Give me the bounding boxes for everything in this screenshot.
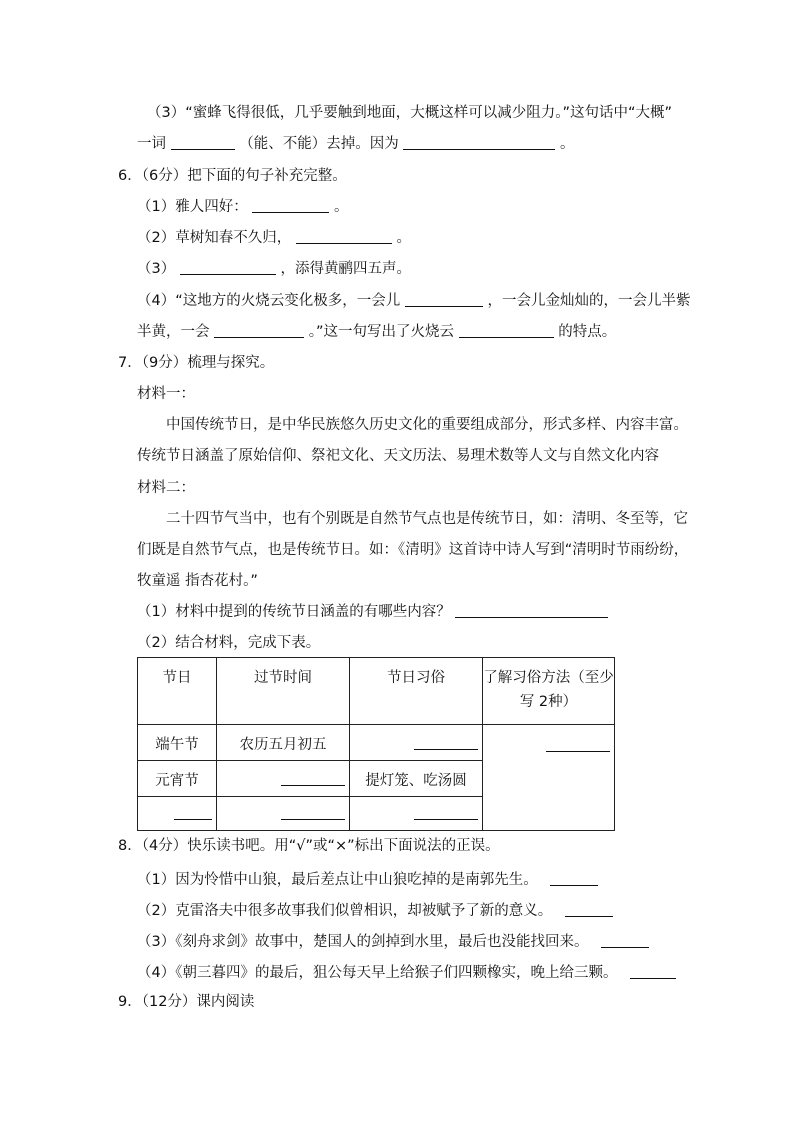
q6-item3-end: ，添得黄鹂四五声。 bbox=[280, 261, 411, 277]
answer-blank[interactable] bbox=[405, 292, 483, 307]
row3-festival bbox=[138, 797, 217, 831]
q8-item4-text: （4）《朝三暮四》的最后，狙公每天早上给猴子们四颗橡实，晚上给三颗。 bbox=[137, 965, 618, 981]
q5-3-text-b: （能、不能）去掉。因为 bbox=[239, 136, 399, 152]
row2-festival: 元宵节 bbox=[138, 761, 217, 797]
q6-item4-line1 bbox=[137, 291, 690, 311]
answer-blank[interactable] bbox=[281, 771, 345, 786]
q8-item2-text: （2）克雷洛夫中很多故事我们似曾相识，却被赋予了新的意义。 bbox=[137, 903, 553, 919]
answer-blank[interactable] bbox=[296, 229, 392, 244]
q7-sub1-text: （1）材料中提到的传统节日涵盖的有哪些内容？ bbox=[137, 604, 451, 620]
q5-3-line2 bbox=[137, 134, 574, 154]
q6-item1-text: （1）雅人四好： bbox=[137, 199, 248, 215]
header-festival: 节日 bbox=[138, 658, 217, 725]
q6-item4-text-b: ，一会儿金灿灿的，一会儿半紫 bbox=[487, 293, 691, 309]
q6-item2-end: 。 bbox=[396, 230, 411, 246]
answer-blank[interactable] bbox=[550, 871, 598, 886]
answer-blank[interactable] bbox=[252, 198, 329, 213]
q6-item4-text-e: 的特点。 bbox=[558, 324, 617, 340]
q5-3-text-a: 一词 bbox=[137, 136, 166, 152]
answer-blank[interactable] bbox=[455, 603, 608, 618]
material2-para3: 牧童遥 指杏花村。” bbox=[137, 573, 258, 589]
answer-blank[interactable] bbox=[171, 135, 235, 150]
material2-label: 材料二： bbox=[137, 480, 195, 496]
q8-item1 bbox=[137, 870, 598, 890]
header-method-line1: 了解习俗方法（至少 bbox=[483, 670, 614, 686]
q5-3-text-c: 。 bbox=[559, 136, 575, 152]
row1-time: 农历五月初五 bbox=[217, 725, 350, 761]
row1-festival: 端午节 bbox=[138, 725, 217, 761]
material2-para1: 二十四节气当中，也有个别既是自然节气点也是传统节日，如：清明、冬至等，它 bbox=[166, 511, 688, 527]
header-custom: 节日习俗 bbox=[350, 658, 483, 725]
material1-para2: 传统节日涵盖了原始信仰、祭祀文化、天文历法、易理术数等人文与自然文化内容 bbox=[137, 448, 659, 464]
q7-sub2: （2）结合材料，完成下表。 bbox=[137, 635, 321, 651]
q7-heading: 7．（9分）梳理与探究。 bbox=[118, 355, 275, 371]
answer-blank[interactable] bbox=[414, 735, 478, 750]
material2-para2: 们既是自然节气点，也是传统节日。如：《清明》这首诗中诗人写到“清明时节雨纷纷， bbox=[137, 542, 689, 558]
q5-3-line1: （3）“蜜蜂飞得很低，几乎要触到地面，大概这样可以减少阻力。”这句话中“大概” bbox=[147, 105, 673, 121]
q6-item1-end: 。 bbox=[333, 199, 349, 215]
table-header-row bbox=[138, 658, 615, 725]
answer-blank[interactable] bbox=[459, 323, 554, 338]
festival-table bbox=[137, 657, 615, 831]
q6-item2-text: （2）草树知春不久归， bbox=[137, 230, 292, 246]
q8-item1-text: （1）因为怜惜中山狼，最后差点让中山狼吃掉的是南郭先生。 bbox=[137, 872, 538, 888]
answer-blank[interactable] bbox=[601, 933, 649, 948]
q8-item3 bbox=[137, 932, 649, 952]
q6-item3-text: （3） bbox=[137, 261, 176, 277]
q6-item4-line2 bbox=[137, 322, 616, 342]
method-cell bbox=[483, 725, 615, 831]
q6-item2 bbox=[137, 228, 411, 248]
answer-blank[interactable] bbox=[565, 902, 613, 917]
q6-item4-text-a: （4）“这地方的火烧云变化极多，一会儿 bbox=[137, 293, 401, 309]
q6-item1 bbox=[137, 197, 348, 217]
q6-heading: 6．（6分）把下面的句子补充完整。 bbox=[118, 168, 347, 184]
header-method-line2: 写 2种） bbox=[519, 694, 578, 710]
answer-blank[interactable] bbox=[546, 737, 610, 752]
q8-heading: 8．（4分）快乐读书吧。用“√”或“×”标出下面说法的正误。 bbox=[118, 838, 500, 854]
table-row bbox=[138, 725, 615, 761]
row3-custom bbox=[350, 797, 483, 831]
q8-item4 bbox=[137, 963, 676, 983]
q6-item3 bbox=[137, 259, 411, 279]
q9-heading: 9．（12分）课内阅读 bbox=[118, 994, 255, 1010]
q8-item3-text: （3）《刻舟求剑》故事中，楚国人的剑掉到水里，最后也没能找回来。 bbox=[137, 934, 589, 950]
q7-sub1 bbox=[137, 602, 608, 622]
answer-blank[interactable] bbox=[180, 260, 276, 275]
header-time: 过节时间 bbox=[217, 658, 350, 725]
q6-item4-text-d: 。”这一句写出了火烧云 bbox=[308, 324, 454, 340]
answer-blank[interactable] bbox=[174, 805, 212, 820]
answer-blank[interactable] bbox=[403, 135, 555, 150]
row3-time bbox=[217, 797, 350, 831]
answer-blank[interactable] bbox=[281, 805, 345, 820]
answer-blank[interactable] bbox=[630, 964, 676, 979]
answer-blank[interactable] bbox=[214, 323, 304, 338]
answer-blank[interactable] bbox=[414, 805, 478, 820]
material1-para1: 中国传统节日，是中华民族悠久历史文化的重要组成部分，形式多样、内容丰富。 bbox=[166, 417, 688, 433]
row2-custom: 提灯笼、吃汤圆 bbox=[350, 761, 483, 797]
header-method bbox=[483, 658, 615, 725]
row1-custom bbox=[350, 725, 483, 761]
row2-time bbox=[217, 761, 350, 797]
material1-label: 材料一： bbox=[137, 386, 195, 402]
q8-item2 bbox=[137, 901, 613, 921]
q6-item4-text-c: 半黄，一会 bbox=[137, 324, 210, 340]
